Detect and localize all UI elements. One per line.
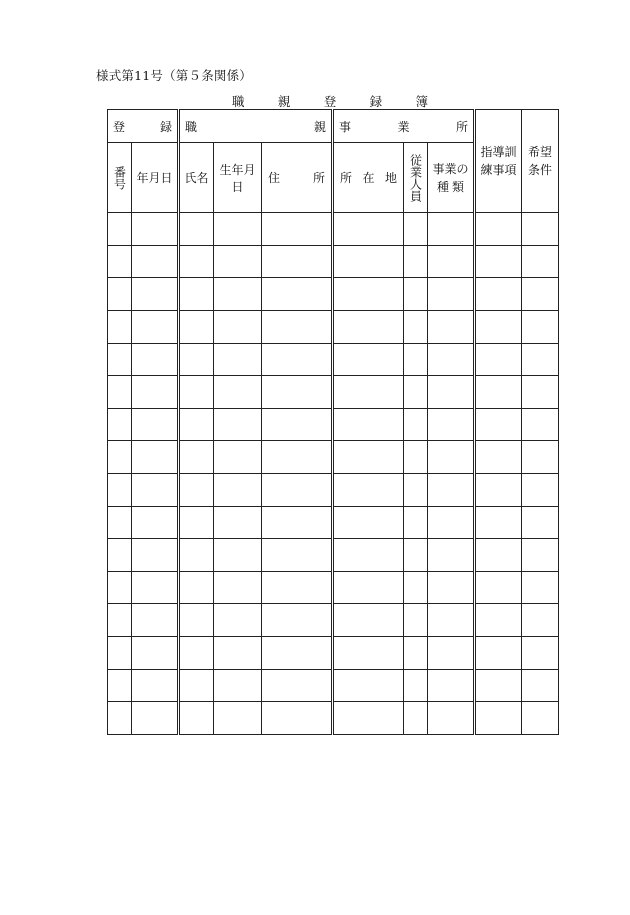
header-bangou: 番号 [108, 143, 132, 213]
header-nengappi: 年月日 [132, 143, 179, 213]
table-cell [179, 245, 214, 278]
table-cell [179, 441, 214, 474]
table-cell [108, 376, 132, 409]
table-cell [404, 408, 428, 441]
table-cell [522, 604, 559, 637]
table-cell [333, 506, 404, 539]
title-char: 録 [369, 94, 383, 109]
table-cell [132, 702, 179, 735]
table-cell [214, 571, 262, 604]
table-cell [108, 604, 132, 637]
table-cell [214, 245, 262, 278]
table-cell [214, 408, 262, 441]
header-shokushin: 職 親 [179, 110, 333, 143]
table-cell [132, 669, 179, 702]
table-cell [333, 408, 404, 441]
table-cell [262, 539, 333, 572]
table-cell [522, 669, 559, 702]
table-cell [262, 702, 333, 735]
title-char: 簿 [415, 94, 428, 109]
table-cell [404, 213, 428, 246]
table-cell [404, 343, 428, 376]
table-cell [179, 343, 214, 376]
table-cell [132, 245, 179, 278]
table-cell [333, 245, 404, 278]
table-cell [333, 604, 404, 637]
table-cell [108, 213, 132, 246]
table-cell [333, 571, 404, 604]
table-cell [428, 506, 475, 539]
table-cell [132, 310, 179, 343]
table-cell [475, 376, 522, 409]
table-cell [108, 702, 132, 735]
table-cell [404, 473, 428, 506]
table-cell [179, 669, 214, 702]
register-body [108, 213, 559, 735]
table-cell [132, 539, 179, 572]
table-cell [108, 571, 132, 604]
table-cell [522, 408, 559, 441]
table-row [108, 408, 559, 441]
table-cell [475, 473, 522, 506]
table-cell [179, 702, 214, 735]
table-cell [522, 213, 559, 246]
table-cell [428, 245, 475, 278]
table-cell [333, 637, 404, 670]
table-cell [428, 571, 475, 604]
table-cell [404, 604, 428, 637]
table-cell [179, 278, 214, 311]
table-cell [214, 441, 262, 474]
table-row [108, 473, 559, 506]
table-cell [262, 408, 333, 441]
table-cell [262, 213, 333, 246]
table-cell [179, 604, 214, 637]
header-jigyousho: 事 業 所 [333, 110, 475, 143]
table-cell [428, 278, 475, 311]
table-cell [428, 637, 475, 670]
table-cell [333, 702, 404, 735]
table-cell [428, 702, 475, 735]
table-cell [108, 506, 132, 539]
table-row [108, 669, 559, 702]
table-row [108, 245, 559, 278]
header-shidou-kunren: 指導訓 練事項 [475, 110, 522, 213]
table-cell [132, 571, 179, 604]
table-cell [132, 637, 179, 670]
table-cell [428, 343, 475, 376]
table-cell [108, 441, 132, 474]
table-cell [522, 506, 559, 539]
table-cell [428, 408, 475, 441]
table-row [108, 539, 559, 572]
table-cell [428, 310, 475, 343]
table-cell [108, 669, 132, 702]
table-cell [132, 506, 179, 539]
table-cell [132, 376, 179, 409]
table-cell [214, 473, 262, 506]
table-cell [262, 376, 333, 409]
table-cell [404, 637, 428, 670]
table-cell [262, 310, 333, 343]
table-cell [262, 604, 333, 637]
table-cell [108, 408, 132, 441]
table-cell [333, 539, 404, 572]
table-cell [404, 702, 428, 735]
table-cell [475, 506, 522, 539]
table-cell [262, 637, 333, 670]
table-cell [475, 441, 522, 474]
table-cell [428, 213, 475, 246]
table-cell [262, 473, 333, 506]
table-cell [179, 539, 214, 572]
table-cell [108, 343, 132, 376]
table-cell [522, 343, 559, 376]
table-cell [132, 441, 179, 474]
table-cell [333, 213, 404, 246]
table-cell [108, 245, 132, 278]
header-shozaichi: 所 在 地 [333, 143, 404, 213]
table-cell [475, 213, 522, 246]
table-cell [404, 441, 428, 474]
table-row [108, 637, 559, 670]
table-row [108, 213, 559, 246]
table-cell [214, 702, 262, 735]
table-cell [262, 441, 333, 474]
table-cell [179, 376, 214, 409]
table-cell [333, 376, 404, 409]
table-cell [522, 278, 559, 311]
header-kibou-jouken: 希望 条件 [522, 110, 559, 213]
table-row [108, 278, 559, 311]
title-char: 登 [323, 94, 337, 109]
title-char: 職 [232, 94, 245, 109]
table-cell [475, 408, 522, 441]
table-row [108, 571, 559, 604]
form-label: 様式第11号（第５条関係） [96, 68, 253, 83]
header-juugyouin: 従業人員 [404, 143, 428, 213]
table-cell [214, 213, 262, 246]
table-cell [428, 669, 475, 702]
table-cell [179, 637, 214, 670]
table-cell [179, 310, 214, 343]
table-row [108, 506, 559, 539]
table-cell [333, 441, 404, 474]
table-cell [179, 213, 214, 246]
table-cell [262, 278, 333, 311]
table-cell [214, 376, 262, 409]
table-cell [262, 343, 333, 376]
table-cell [333, 278, 404, 311]
table-cell [262, 506, 333, 539]
table-cell [132, 473, 179, 506]
header-row-groups [108, 110, 559, 143]
table-cell [475, 702, 522, 735]
table-cell [428, 539, 475, 572]
table-cell [262, 571, 333, 604]
table-cell [475, 245, 522, 278]
table-cell [475, 278, 522, 311]
table-cell [475, 310, 522, 343]
table-cell [108, 278, 132, 311]
table-cell [214, 604, 262, 637]
table-row [108, 702, 559, 735]
table-cell [108, 310, 132, 343]
header-shimei: 氏名 [179, 143, 214, 213]
table-cell [475, 637, 522, 670]
table-cell [404, 245, 428, 278]
table-cell [404, 571, 428, 604]
table-cell [404, 278, 428, 311]
table-cell [522, 571, 559, 604]
page-title [232, 92, 428, 110]
table-cell [333, 343, 404, 376]
table-cell [132, 408, 179, 441]
table-cell [214, 278, 262, 311]
table-cell [428, 604, 475, 637]
table-cell [179, 571, 214, 604]
table-cell [475, 669, 522, 702]
table-cell [522, 245, 559, 278]
table-cell [179, 506, 214, 539]
table-cell [262, 245, 333, 278]
title-char: 親 [277, 94, 291, 109]
table-row [108, 376, 559, 409]
table-cell [333, 473, 404, 506]
table-cell [333, 669, 404, 702]
table-cell [404, 539, 428, 572]
table-cell [108, 539, 132, 572]
table-cell [475, 539, 522, 572]
table-row [108, 604, 559, 637]
table-cell [522, 310, 559, 343]
header-jigyou-shurui: 事業の 種 類 [428, 143, 475, 213]
table-cell [404, 376, 428, 409]
table-cell [214, 539, 262, 572]
table-cell [522, 637, 559, 670]
table-cell [179, 408, 214, 441]
header-seinengappi: 生年月日 [214, 143, 262, 213]
table-cell [475, 571, 522, 604]
table-cell [214, 669, 262, 702]
table-cell [262, 669, 333, 702]
table-cell [428, 441, 475, 474]
table-cell [475, 604, 522, 637]
table-cell [522, 441, 559, 474]
table-cell [108, 637, 132, 670]
table-row [108, 310, 559, 343]
table-cell [404, 310, 428, 343]
table-cell [214, 310, 262, 343]
table-row [108, 343, 559, 376]
table-cell [404, 669, 428, 702]
table-cell [214, 506, 262, 539]
table-cell [522, 473, 559, 506]
table-cell [428, 376, 475, 409]
table-cell [522, 702, 559, 735]
table-cell [179, 473, 214, 506]
header-register: 登 録 [108, 110, 179, 143]
table-cell [404, 506, 428, 539]
table-row [108, 441, 559, 474]
table-cell [522, 376, 559, 409]
table-cell [214, 343, 262, 376]
table-cell [475, 343, 522, 376]
register-table [107, 109, 559, 735]
table-cell [333, 310, 404, 343]
header-jusho: 住 所 [262, 143, 333, 213]
table-cell [214, 637, 262, 670]
table-cell [132, 604, 179, 637]
table-cell [132, 213, 179, 246]
table-cell [108, 473, 132, 506]
table-cell [428, 473, 475, 506]
table-cell [522, 539, 559, 572]
table-cell [132, 343, 179, 376]
table-cell [132, 278, 179, 311]
